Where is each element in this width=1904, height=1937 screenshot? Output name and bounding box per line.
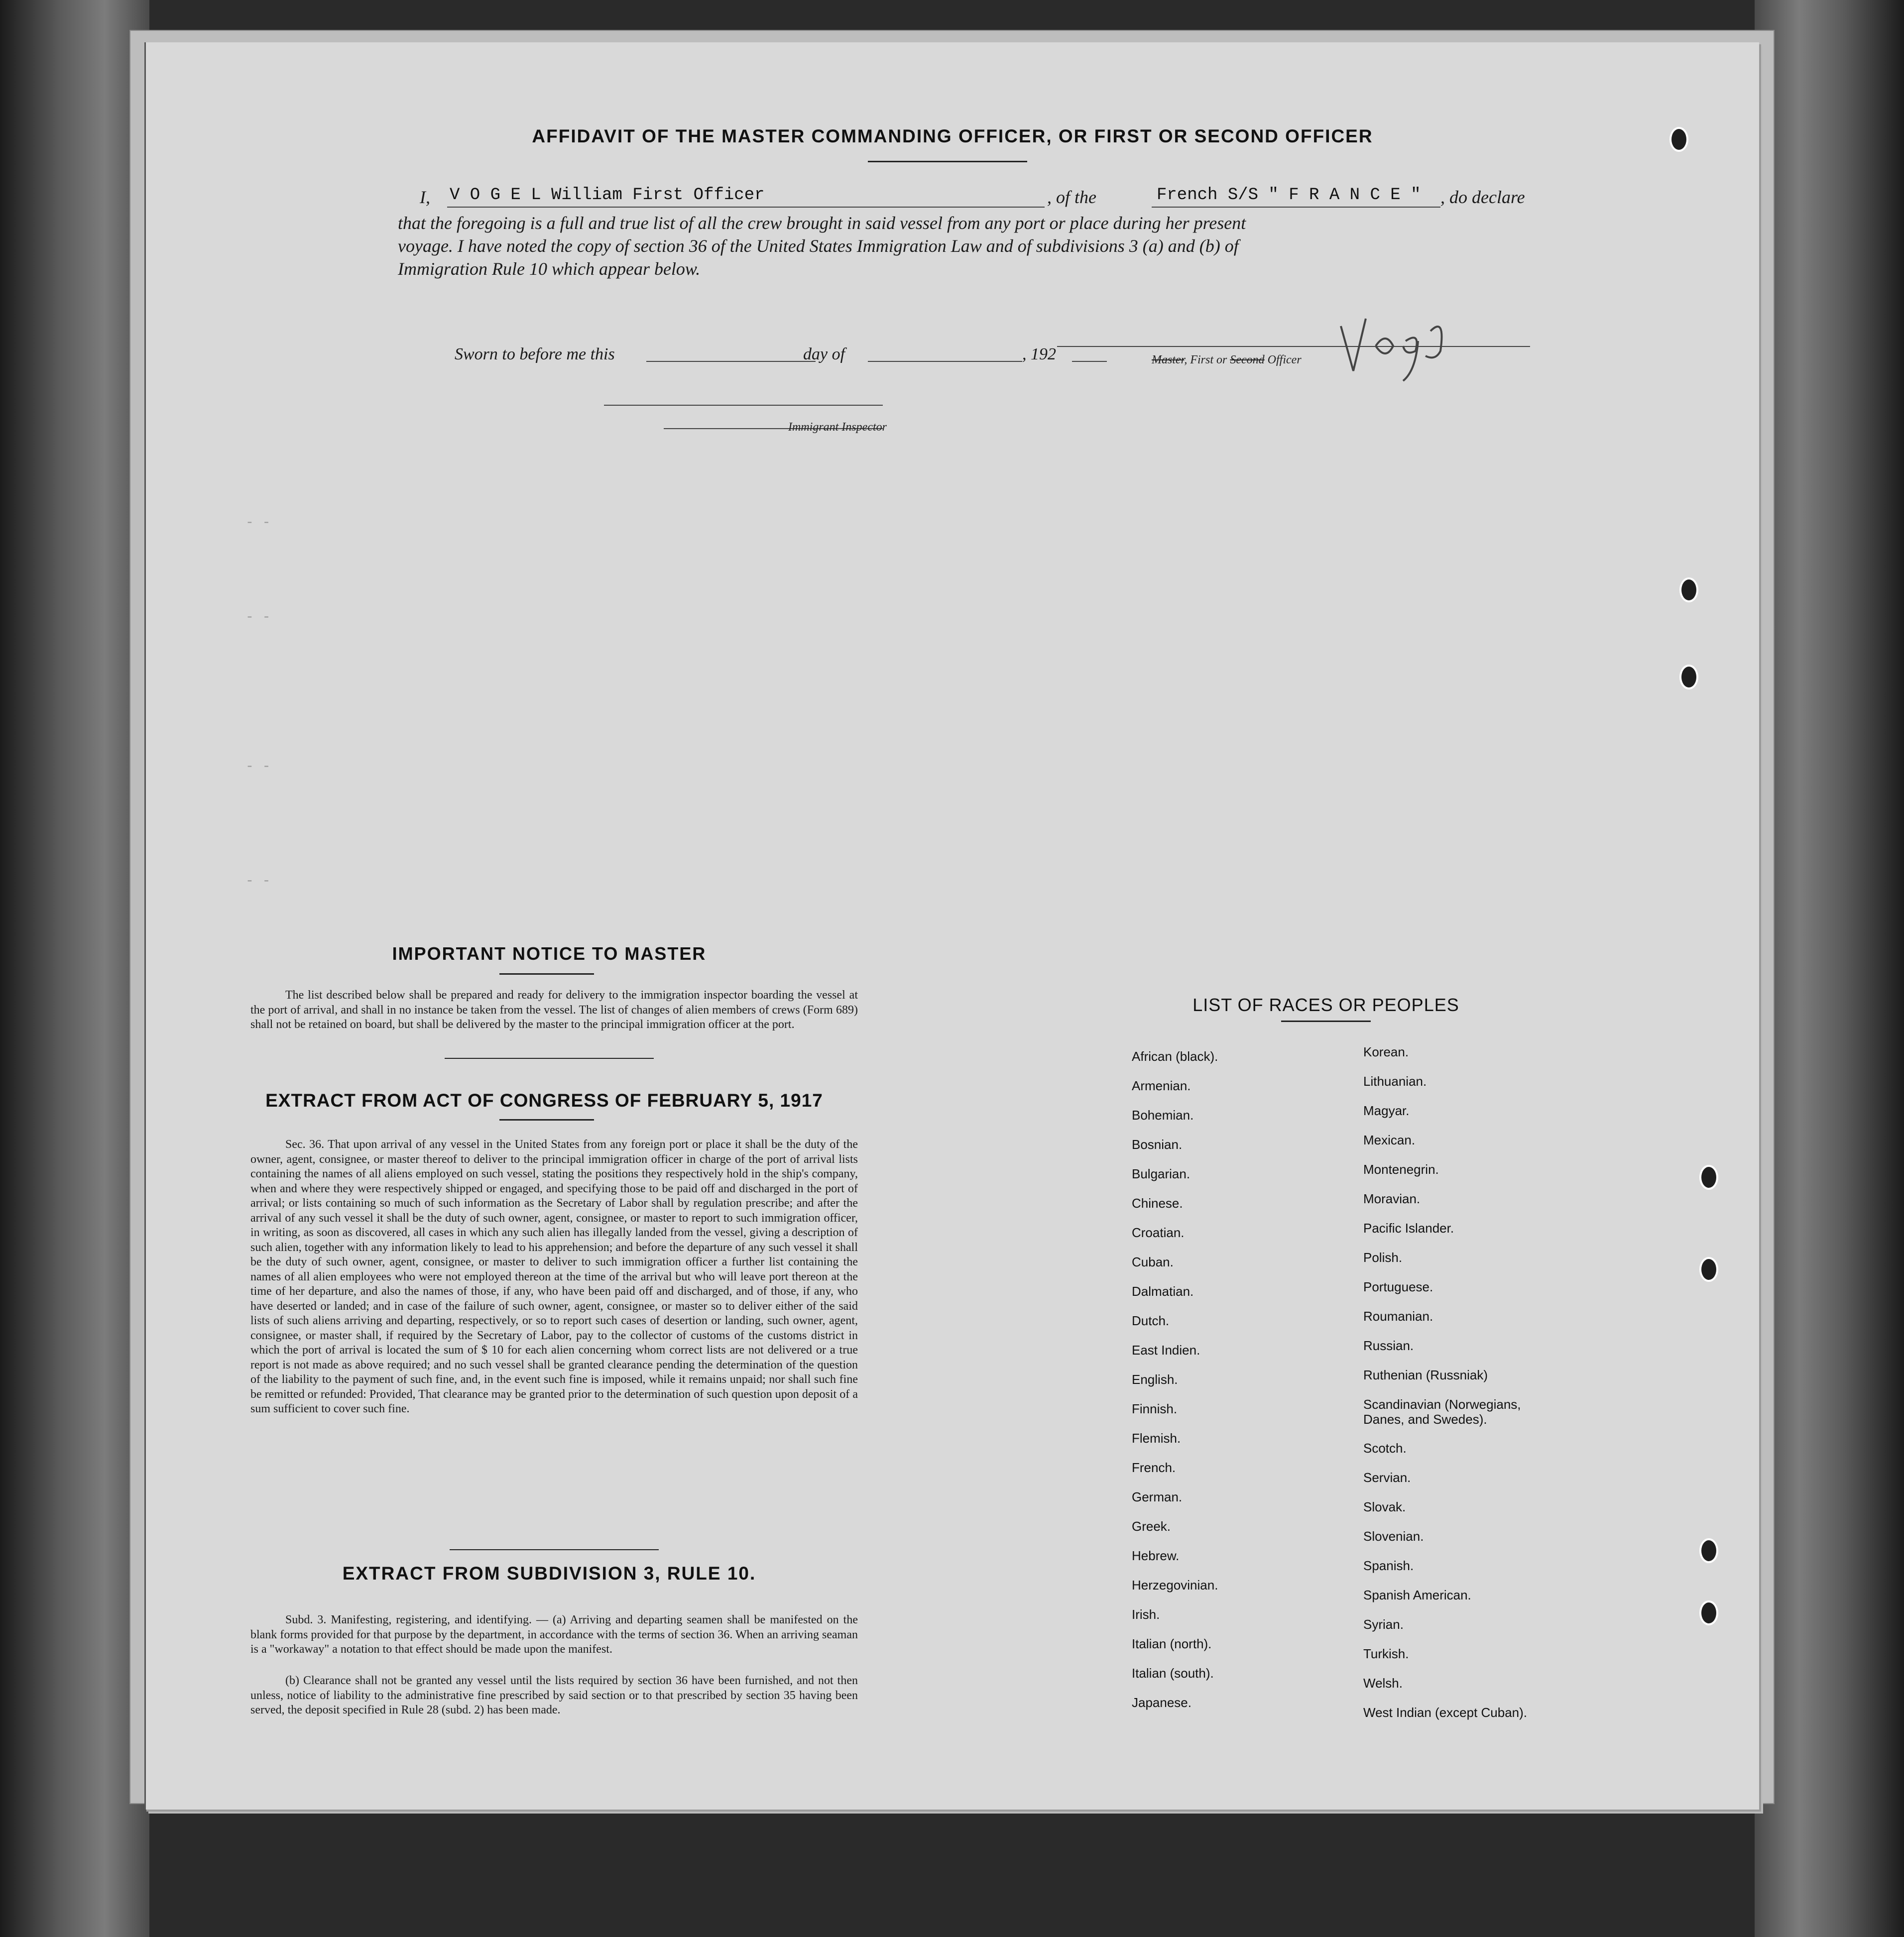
notice-text: The list described below shall be prepared and ready for delivery to the immigration inspector boarding the vessel at the port of arrival, and shall in no instance be taken from the vessel. The list of changes of alien members of crews (Form 689) shall not be retained on board, but shall be delivered by the master to the principal immigration officer at the port. xyxy=(250,989,858,1031)
inspector-line-1 xyxy=(604,405,883,406)
race-item: Dalmatian. xyxy=(1132,1284,1194,1299)
binder-hole xyxy=(1699,1538,1718,1563)
race-item: Welsh. xyxy=(1363,1676,1403,1691)
binder-hole xyxy=(1699,1257,1718,1282)
rule-text-a: Subd. 3. Manifesting, registering, and identifying. — (a) Arriving and departing seamen shall be manifested on the blank forms provided for that purpose by the department, in accordance with the terms of section 36. When an arriving seaman is a "workaway" a notation to that effect should be made upon the manifest. xyxy=(250,1613,858,1656)
sworn-day-of: day of xyxy=(803,345,845,363)
races-column-2 xyxy=(1363,1044,1543,1734)
race-item: Montenegrin. xyxy=(1363,1162,1439,1177)
race-item: Magyar. xyxy=(1363,1103,1410,1118)
race-item: Pacific Islander. xyxy=(1363,1221,1454,1236)
race-item: Turkish. xyxy=(1363,1646,1409,1661)
sworn-year: , 192 xyxy=(1022,345,1056,363)
affidavit-do-declare: , do declare xyxy=(1440,187,1525,207)
inspector-caption: Immigrant Inspector xyxy=(788,421,887,434)
notice-title-rule xyxy=(499,973,594,975)
document-page xyxy=(144,42,1759,1810)
race-item: French. xyxy=(1132,1460,1176,1475)
race-item: Bulgarian. xyxy=(1132,1166,1190,1181)
sworn-prefix: Sworn to before me this xyxy=(455,345,615,363)
race-item: Russian. xyxy=(1363,1338,1414,1353)
race-item: Croatian. xyxy=(1132,1225,1185,1240)
race-item: Bohemian. xyxy=(1132,1108,1194,1123)
background-left xyxy=(0,0,149,1937)
race-item: Servian. xyxy=(1363,1470,1411,1485)
race-item: Armenian. xyxy=(1132,1078,1191,1093)
binder-hole xyxy=(1679,577,1698,602)
caption-mid: , First or xyxy=(1184,353,1227,366)
race-item: Korean. xyxy=(1363,1044,1409,1059)
affidavit-title-rule xyxy=(868,161,1027,162)
signature-text xyxy=(1351,321,1413,353)
races-title-rule xyxy=(1281,1021,1371,1022)
bleed-through-marks: - - xyxy=(245,515,271,531)
affidavit-line3: voyage. I have noted the copy of section 36 of the United States Immigration Law and of subdivisions 3 (a) and (b) of xyxy=(398,236,1239,256)
race-item: African (black). xyxy=(1132,1049,1218,1064)
race-item: Moravian. xyxy=(1363,1191,1421,1206)
bleed-through-marks: - - xyxy=(245,759,271,775)
race-item: Cuban. xyxy=(1132,1254,1174,1269)
vessel-underline xyxy=(1152,207,1440,208)
race-item: West Indian (except Cuban). xyxy=(1363,1705,1528,1720)
race-item: Bosnian. xyxy=(1132,1137,1183,1152)
races-column-1 xyxy=(1132,1049,1218,1724)
vessel-name: French S/S " F R A N C E " xyxy=(1157,186,1421,205)
race-item: Spanish. xyxy=(1363,1558,1414,1573)
race-item: East Indien. xyxy=(1132,1343,1200,1358)
caption-struck-second: Second xyxy=(1230,353,1265,366)
sworn-month-line xyxy=(868,361,1022,362)
race-item: Finnish. xyxy=(1132,1401,1178,1416)
race-item: Scandinavian (Norwegians, Danes, and Swedes). xyxy=(1363,1397,1521,1427)
officer-name: V O G E L William First Officer xyxy=(450,186,765,205)
rule-separator xyxy=(450,1549,659,1550)
race-item: Dutch. xyxy=(1132,1313,1170,1328)
affidavit-title: AFFIDAVIT OF THE MASTER COMMANDING OFFICER, OR FIRST OR SECOND OFFICER xyxy=(532,126,1373,146)
race-item: Japanese. xyxy=(1132,1695,1191,1710)
race-item: German. xyxy=(1132,1489,1183,1504)
race-item: Ruthenian (Russniak) xyxy=(1363,1367,1488,1382)
race-item: Scotch. xyxy=(1363,1441,1407,1456)
race-item: Syrian. xyxy=(1363,1617,1404,1632)
bleed-through-marks: - - xyxy=(245,610,271,625)
race-item: Flemish. xyxy=(1132,1431,1181,1446)
binder-hole xyxy=(1679,665,1698,689)
notice-title: IMPORTANT NOTICE TO MASTER xyxy=(392,943,707,964)
race-item: Italian (south). xyxy=(1132,1666,1214,1681)
race-item: Chinese. xyxy=(1132,1196,1183,1211)
races-title: LIST OF RACES OR PEOPLES xyxy=(1192,995,1459,1015)
race-item: Polish. xyxy=(1363,1250,1403,1265)
race-item: Greek. xyxy=(1132,1519,1171,1534)
binder-hole xyxy=(1699,1600,1718,1625)
rule-text-b: (b) Clearance shall not be granted any vessel until the lists required by section 36 have been furnished, and not then unless, notice of liability to the administrative fine prescribed by said section or to that prescribed by section 35 having been served, the deposit specified in Rule 28 (subd. 2) has been made. xyxy=(250,1674,858,1716)
officer-name-underline xyxy=(447,207,1045,208)
bleed-through-marks: - - xyxy=(245,874,271,889)
affidavit-line2: that the foregoing is a full and true list of all the crew brought in said vessel from any port or place during her present xyxy=(398,213,1246,233)
background-right xyxy=(1755,0,1904,1937)
act-title: EXTRACT FROM ACT OF CONGRESS OF FEBRUARY 5, 1917 xyxy=(265,1090,823,1111)
race-item: Slovak. xyxy=(1363,1499,1406,1514)
rule-title: EXTRACT FROM SUBDIVISION 3, RULE 10. xyxy=(342,1563,756,1584)
race-item: Herzegovinian. xyxy=(1132,1578,1218,1593)
sworn-year-line xyxy=(1072,361,1107,362)
act-title-rule xyxy=(499,1119,594,1121)
caption-struck-master: Master xyxy=(1152,353,1185,366)
binder-hole xyxy=(1699,1165,1718,1190)
affidavit-of-the: , of the xyxy=(1047,187,1096,207)
act-text: Sec. 36. That upon arrival of any vessel in the United States from any foreign port or place it shall be the duty of the owner, agent, consignee, or master thereof to deliver to the principal immigration officer in charge of the port of arrival lists containing the names of all aliens employed on such vessel, stating the positions they respectively hold in the ship's company, when and where they were respectively shipped or engaged, and specifying those to be paid off and discharged in the port of arrival; or lists containing so much of such information as the Secretary of Labor shall by regulation prescribe; and after the arrival of any such vessel it shall be the duty of such owner, agent, consignee, or master to report to such immigration officer, in writing, as soon as discovered, all cases in which any such alien has illegally landed from the vessel, giving a description of such alien, together with any information likely to lead to his apprehension; and before the departure of any such vessel it shall be the duty of such owner, agent, consignee, or master to deliver to such immigration officer a further list containing the names of all alien employees who were not employed thereon at the time of the arrival but who will leave port thereon at the time of her departure, and also the names of those, if any, who have been paid off and discharged, and of those, if any, who have deserted or landed; and in case of the failure of such owner, agent, consignee, or master so to deliver either of the said lists of such aliens arriving and departing, respectively, or so to report such cases of desertion or landing, such owner, agent, consignee, or master shall, if required by the Secretary of Labor, pay to the collector of customs of the customs district in which the port of arrival is located the sum of $ 10 for each alien concerning whom correct lists are not delivered or a true report is not made as above required; and no such vessel shall be granted clearance pending the determination of the question of the liability to the payment of such fine, and, in the event such fine is imposed, while it remains unpaid; nor shall such fine be remitted or refunded: Provided, That clearance may be granted prior to the determination of such question upon deposit of a sum sufficient to cover such fine. xyxy=(250,1138,858,1415)
race-item: Lithuanian. xyxy=(1363,1074,1427,1089)
race-item: Spanish American. xyxy=(1363,1588,1471,1602)
affidavit-line4: Immigration Rule 10 which appear below. xyxy=(398,259,701,279)
act-separator xyxy=(445,1058,654,1059)
caption-officer: Officer xyxy=(1267,353,1302,366)
signature-line xyxy=(1057,346,1530,347)
race-item: Roumanian. xyxy=(1363,1309,1433,1324)
affidavit-line1-prefix: I, xyxy=(420,187,430,207)
signature-caption xyxy=(1152,353,1302,367)
race-item: Irish. xyxy=(1132,1607,1160,1622)
race-item: Italian (north). xyxy=(1132,1636,1212,1651)
race-item: Hebrew. xyxy=(1132,1548,1180,1563)
race-item: Portuguese. xyxy=(1363,1279,1433,1294)
race-item: Mexican. xyxy=(1363,1133,1416,1147)
race-item: English. xyxy=(1132,1372,1178,1387)
sworn-date-line xyxy=(646,361,816,362)
race-item: Slovenian. xyxy=(1363,1529,1424,1544)
